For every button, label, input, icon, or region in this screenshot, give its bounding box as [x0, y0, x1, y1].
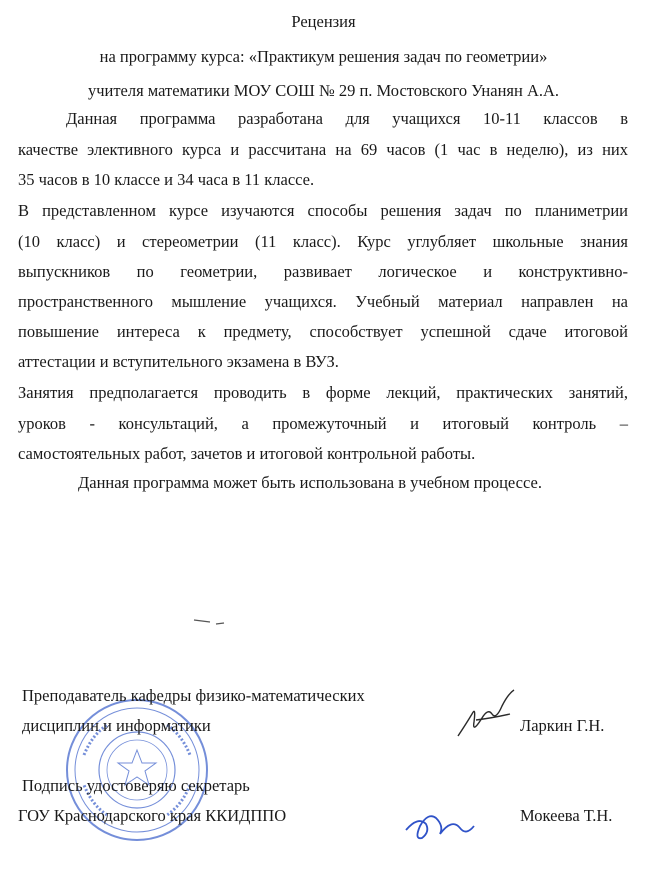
document-subtitle: на программу курса: «Практикум решения задач по геометрии» [99, 47, 548, 66]
document-title: Рецензия [291, 12, 356, 31]
reviewer-role-line2: дисциплин и информатики [22, 716, 211, 735]
paragraph1-line2: качестве элективного курса и рассчитана на 69 часов (1 час в неделю), из них [18, 140, 628, 159]
paragraph2-line1: В представленном курсе изучаются способы решения задач по планиметрии [18, 201, 628, 220]
certify-line2: ГОУ Краснодарского края ККИДППО [18, 806, 287, 825]
paragraph2-line6: аттестации и вступительного экзамена в ВУЗ. [18, 352, 339, 371]
secretary-signature-icon [400, 796, 480, 846]
paragraph3-line2: уроков - консультаций, а промежуточный и итоговый контроль – [18, 414, 628, 433]
paragraph2-line4: пространственного мышление учащихся. Учебный материал направлен на [18, 292, 628, 311]
certify-line1: Подпись удостоверяю секретарь [22, 776, 250, 795]
reviewer-name: Ларкин Г.Н. [520, 716, 605, 735]
paragraph2-line5: повышение интереса к предмету, способствует успешной сдаче итоговой [18, 322, 628, 341]
paragraph3-line3: самостоятельных работ, зачетов и итоговой контрольной работы. [18, 444, 476, 463]
reviewer-role-line1: Преподаватель кафедры физико-математических [22, 686, 365, 705]
paragraph3-line1: Занятия предполагается проводить в форме лекций, практических занятий, [18, 383, 628, 402]
pen-mark [190, 612, 230, 628]
paragraph1-line3: 35 часов в 10 классе и 34 часа в 11 классе. [18, 170, 315, 189]
author-line: учителя математики МОУ СОШ № 29 п. Мостовского Унанян А.А. [87, 81, 560, 100]
reviewer-signature-icon [452, 684, 532, 746]
paragraph2-line3: выпускников по геометрии, развивает логическое и конструктивно- [18, 262, 628, 281]
paragraph2-line2: (10 класс) и стереометрии (11 класс). Курс углубляет школьные знания [18, 232, 628, 251]
paragraph1-line1: Данная программа разработана для учащихся 10-11 классов в [66, 109, 628, 128]
secretary-name: Мокеева Т.Н. [520, 806, 613, 825]
paragraph4: Данная программа может быть использована в учебном процессе. [78, 473, 542, 492]
